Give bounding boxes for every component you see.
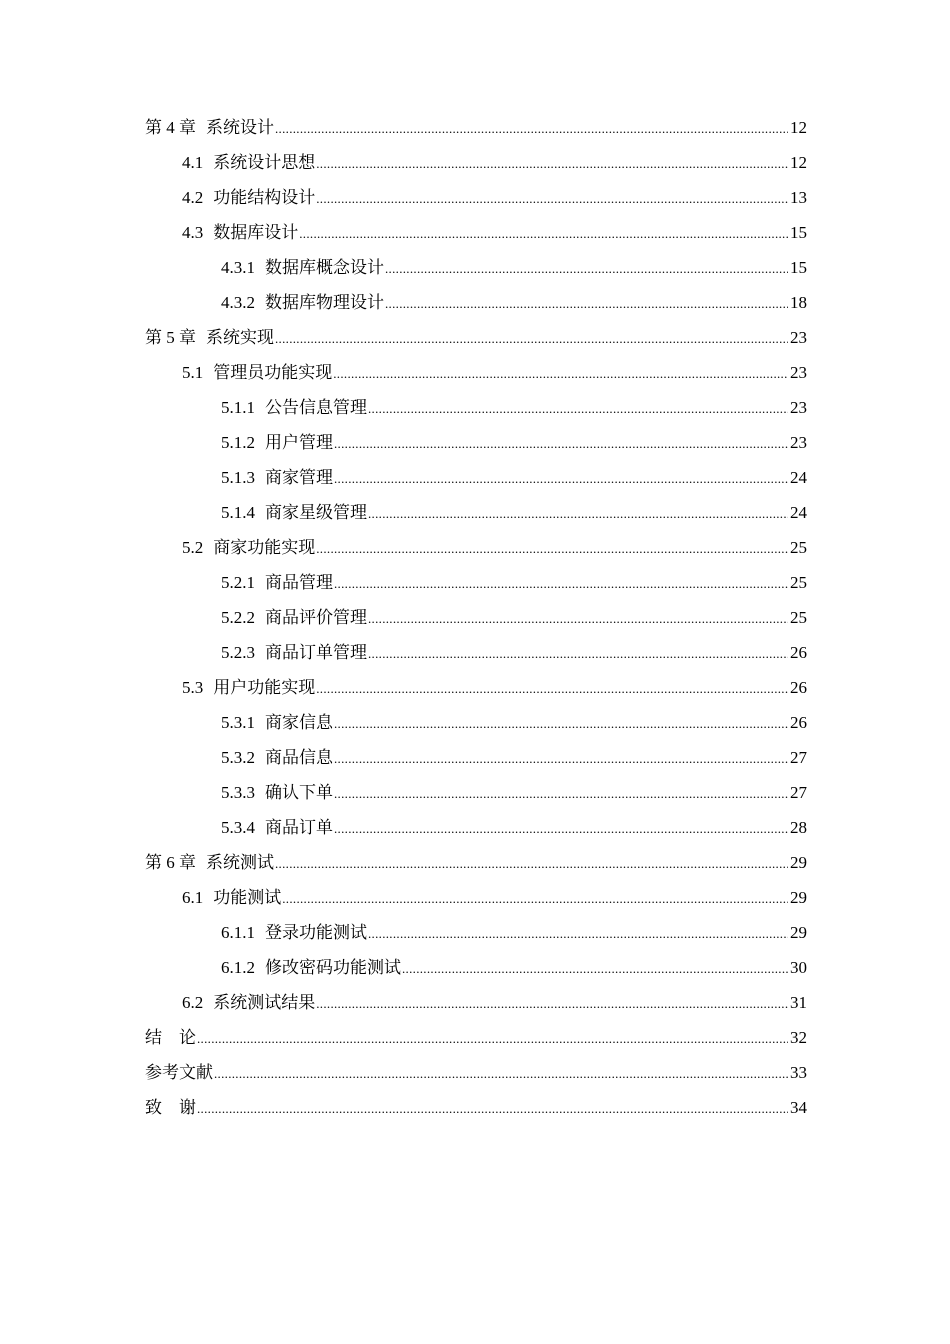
toc-entry-title: 致 谢 — [145, 1098, 196, 1117]
toc-entry-page-number: 12 — [790, 153, 807, 172]
toc-entry[interactable] — [145, 180, 807, 215]
toc-entry-number: 5.3 — [182, 678, 204, 697]
dot-leader — [368, 915, 788, 951]
toc-entry-number: 4.3.1 — [221, 258, 255, 277]
toc-entry-page-number: 27 — [790, 748, 807, 767]
toc-entry-number: 第 5 章 — [145, 328, 196, 347]
toc-entry-page-number: 24 — [790, 468, 807, 487]
dot-leader — [214, 1055, 788, 1091]
dot-leader — [402, 950, 788, 986]
toc-entry-title: 商家信息 — [265, 713, 333, 732]
toc-entry-title: 确认下单 — [265, 783, 333, 802]
dot-leader — [334, 705, 788, 741]
dot-leader — [275, 320, 788, 356]
dot-leader — [299, 215, 788, 251]
toc-entry[interactable] — [145, 530, 807, 565]
dot-leader — [368, 635, 788, 671]
dot-leader — [197, 1090, 788, 1126]
toc-entry-page-number: 26 — [790, 678, 807, 697]
toc-entry-title: 功能测试 — [213, 888, 282, 907]
toc-entry-number: 5.2.3 — [221, 643, 255, 662]
dot-leader — [334, 425, 788, 461]
dot-leader — [316, 180, 788, 216]
toc-entry-title: 功能结构设计 — [213, 188, 316, 207]
dot-leader — [282, 880, 788, 916]
toc-entry-page-number: 27 — [790, 783, 807, 802]
toc-entry-number: 5.3.1 — [221, 713, 255, 732]
dot-leader — [316, 670, 788, 706]
toc-entry[interactable] — [145, 705, 807, 740]
toc-entry-title: 结 论 — [145, 1028, 196, 1047]
toc-entry-page-number: 32 — [790, 1028, 807, 1047]
toc-entry-number: 5.2.1 — [221, 573, 255, 592]
toc-entry-page-number: 34 — [790, 1098, 807, 1117]
toc-entry-number: 4.3 — [182, 223, 204, 242]
toc-entry[interactable] — [145, 460, 807, 495]
toc-entry-number: 6.2 — [182, 993, 204, 1012]
toc-entry-title: 用户功能实现 — [213, 678, 316, 697]
toc-entry-number: 第 6 章 — [145, 853, 196, 872]
toc-entry-page-number: 23 — [790, 363, 807, 382]
toc-entry[interactable] — [145, 355, 807, 390]
toc-entry-number: 5.3.3 — [221, 783, 255, 802]
toc-entry-title: 系统设计思想 — [213, 153, 316, 172]
toc-entry-number: 第 4 章 — [145, 118, 196, 137]
dot-leader — [316, 145, 788, 181]
toc-entry-title: 商品订单管理 — [265, 643, 367, 662]
toc-entry-title: 登录功能测试 — [265, 923, 367, 942]
toc-entry-number: 6.1.1 — [221, 923, 255, 942]
dot-leader — [368, 495, 788, 531]
toc-entry-title: 管理员功能实现 — [213, 363, 333, 382]
dot-leader — [368, 390, 788, 426]
toc-entry-title: 商品信息 — [265, 748, 333, 767]
toc-entry-title: 修改密码功能测试 — [265, 958, 401, 977]
toc-entry-page-number: 18 — [790, 293, 807, 312]
table-of-contents — [145, 110, 807, 1125]
toc-entry[interactable] — [145, 425, 807, 460]
toc-entry-title: 数据库概念设计 — [265, 258, 384, 277]
toc-entry[interactable] — [145, 285, 807, 320]
toc-entry-number: 5.1.1 — [221, 398, 255, 417]
dot-leader — [197, 1020, 788, 1056]
toc-entry-title: 数据库设计 — [213, 223, 299, 242]
toc-entry-number: 4.1 — [182, 153, 204, 172]
toc-entry[interactable] — [145, 600, 807, 635]
toc-entry[interactable] — [145, 950, 807, 985]
toc-entry-number: 5.1.2 — [221, 433, 255, 452]
toc-entry-page-number: 13 — [790, 188, 807, 207]
toc-entry-page-number: 23 — [790, 398, 807, 417]
toc-entry-title: 商品订单 — [265, 818, 333, 837]
toc-entry[interactable] — [145, 215, 807, 250]
toc-entry[interactable] — [145, 390, 807, 425]
dot-leader — [333, 355, 788, 391]
toc-entry-title: 系统设计 — [206, 118, 274, 137]
toc-entry-page-number: 15 — [790, 258, 807, 277]
toc-entry-title: 用户管理 — [265, 433, 333, 452]
toc-entry-page-number: 33 — [790, 1063, 807, 1082]
toc-entry[interactable] — [145, 810, 807, 845]
toc-entry[interactable] — [145, 775, 807, 810]
dot-leader — [385, 285, 788, 321]
toc-entry[interactable] — [145, 495, 807, 530]
toc-entry-title: 商品评价管理 — [265, 608, 367, 627]
toc-entry[interactable] — [145, 1090, 807, 1125]
toc-entry-page-number: 28 — [790, 818, 807, 837]
dot-leader — [316, 985, 788, 1021]
toc-entry[interactable] — [145, 110, 807, 145]
toc-entry-number: 4.3.2 — [221, 293, 255, 312]
toc-entry-number: 5.2 — [182, 538, 204, 557]
dot-leader — [385, 250, 788, 286]
dot-leader — [334, 460, 788, 496]
toc-entry-title: 系统测试 — [206, 853, 274, 872]
toc-entry-page-number: 26 — [790, 713, 807, 732]
toc-entry-number: 5.2.2 — [221, 608, 255, 627]
toc-entry[interactable] — [145, 1020, 807, 1055]
toc-entry-number: 5.3.2 — [221, 748, 255, 767]
dot-leader — [334, 775, 788, 811]
toc-entry[interactable] — [145, 145, 807, 180]
toc-entry-number: 5.1.4 — [221, 503, 255, 522]
toc-entry-page-number: 25 — [790, 538, 807, 557]
toc-entry-page-number: 26 — [790, 643, 807, 662]
toc-entry-number: 5.3.4 — [221, 818, 255, 837]
toc-entry-title: 公告信息管理 — [265, 398, 367, 417]
toc-entry-page-number: 15 — [790, 223, 807, 242]
toc-entry-page-number: 25 — [790, 573, 807, 592]
toc-entry-title: 数据库物理设计 — [265, 293, 384, 312]
toc-entry[interactable] — [145, 845, 807, 880]
dot-leader — [334, 565, 788, 601]
toc-entry[interactable] — [145, 670, 807, 705]
toc-entry-page-number: 29 — [790, 853, 807, 872]
toc-entry[interactable] — [145, 1055, 807, 1090]
dot-leader — [275, 110, 788, 146]
toc-entry[interactable] — [145, 565, 807, 600]
toc-entry-number: 4.2 — [182, 188, 204, 207]
toc-entry-page-number: 23 — [790, 433, 807, 452]
toc-entry-page-number: 23 — [790, 328, 807, 347]
toc-entry-title: 系统实现 — [206, 328, 274, 347]
toc-entry[interactable] — [145, 320, 807, 355]
toc-entry-page-number: 30 — [790, 958, 807, 977]
toc-entry-title: 系统测试结果 — [213, 993, 316, 1012]
dot-leader — [368, 600, 788, 636]
toc-entry[interactable] — [145, 250, 807, 285]
toc-entry-page-number: 12 — [790, 118, 807, 137]
toc-entry-page-number: 24 — [790, 503, 807, 522]
toc-entry-title: 商家星级管理 — [265, 503, 367, 522]
toc-entry-page-number: 31 — [790, 993, 807, 1012]
dot-leader — [334, 740, 788, 776]
toc-entry[interactable] — [145, 915, 807, 950]
toc-entry-title: 商品管理 — [265, 573, 333, 592]
dot-leader — [334, 810, 788, 846]
toc-entry-title: 商家管理 — [265, 468, 333, 487]
toc-entry[interactable] — [145, 635, 807, 670]
toc-entry-title: 参考文献 — [145, 1063, 213, 1082]
toc-entry-page-number: 29 — [790, 923, 807, 942]
toc-entry-title: 商家功能实现 — [213, 538, 316, 557]
dot-leader — [316, 530, 788, 566]
toc-entry[interactable] — [145, 880, 807, 915]
dot-leader — [275, 845, 788, 881]
toc-entry-number: 5.1.3 — [221, 468, 255, 487]
toc-entry[interactable] — [145, 985, 807, 1020]
toc-entry-number: 6.1 — [182, 888, 204, 907]
toc-entry-number: 5.1 — [182, 363, 204, 382]
toc-entry-page-number: 29 — [790, 888, 807, 907]
toc-entry-page-number: 25 — [790, 608, 807, 627]
toc-entry[interactable] — [145, 740, 807, 775]
toc-entry-number: 6.1.2 — [221, 958, 255, 977]
